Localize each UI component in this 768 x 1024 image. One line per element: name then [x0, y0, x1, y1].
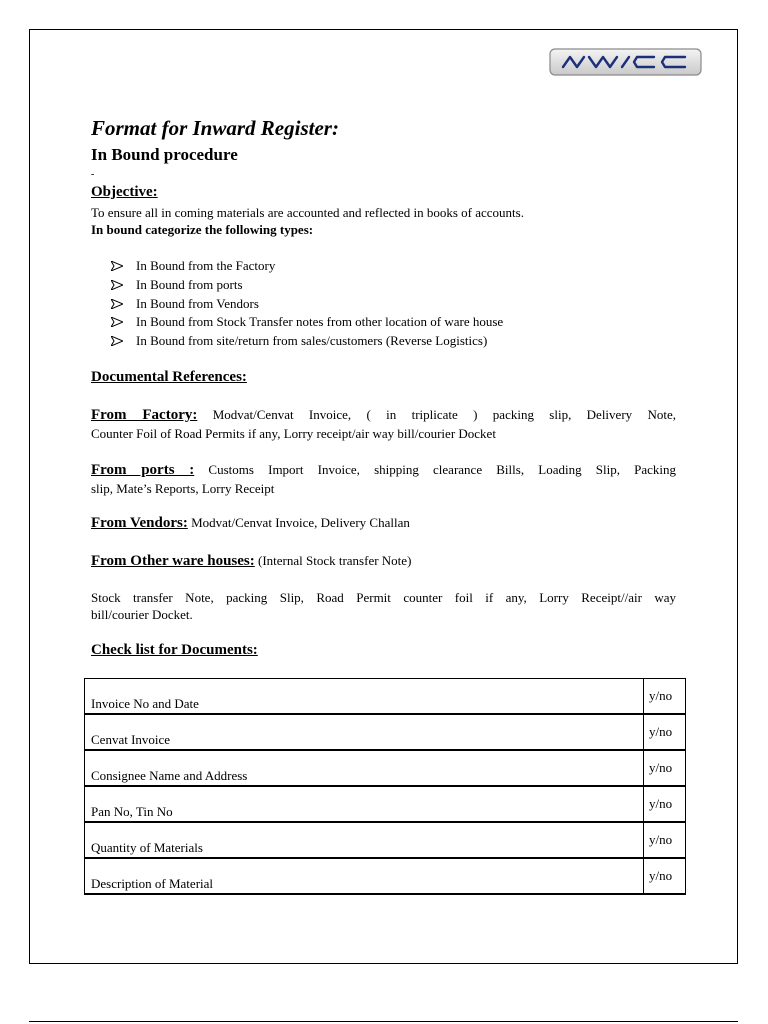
categorize-text: In bound categorize the following types:	[91, 222, 314, 237]
checklist-yes-no: y/no	[644, 750, 686, 786]
arrow-bullet-icon	[111, 299, 123, 309]
list-item	[111, 257, 503, 276]
table-row	[85, 679, 686, 715]
list-item-label: In Bound from the Factory	[136, 258, 276, 274]
from-factory-label: From Factory:	[91, 407, 198, 423]
arrow-bullet-icon	[111, 336, 123, 346]
list-item-label: In Bound from site/return from sales/customers (Reverse Logistics)	[136, 333, 488, 349]
list-item-label: In Bound from Vendors	[136, 295, 259, 311]
separator-dash: -	[91, 169, 95, 180]
arrow-bullet-icon	[111, 317, 123, 327]
checklist-item: Invoice No and Date	[85, 679, 644, 715]
checklist-item: Pan No, Tin No	[85, 786, 644, 822]
documental-references-heading: Documental References:	[91, 369, 247, 385]
checklist-item: Description of Material	[85, 858, 644, 894]
checklist-item: Cenvat Invoice	[85, 714, 644, 750]
from-other-warehouses-line	[91, 553, 411, 570]
from-other-warehouses-label: From Other ware houses:	[91, 553, 255, 569]
list-item	[111, 276, 503, 295]
checklist-heading: Check list for Documents:	[91, 642, 258, 658]
from-factory-line-2: Counter Foil of Road Permits if any, Lorry receipt/air way bill/courier Docket	[91, 426, 496, 441]
from-factory-text: Modvat/Cenvat Invoice, ( in triplicate ) packing slip, Delivery Note,	[212, 407, 677, 422]
checklist-yes-no: y/no	[644, 822, 686, 858]
nwcc-logo	[549, 48, 702, 76]
footer-rule	[29, 1021, 738, 1022]
from-vendors-text: Modvat/Cenvat Invoice, Delivery Challan	[191, 515, 410, 530]
list-item	[111, 313, 503, 332]
list-item	[111, 294, 503, 313]
checklist-yes-no: y/no	[644, 858, 686, 894]
from-vendors-label: From Vendors:	[91, 515, 188, 531]
from-ports-text: Customs Import Invoice, shipping clearance Bills, Loading Slip, Packing	[208, 462, 677, 477]
objective-text: To ensure all in coming materials are accounted and reflected in books of accounts.	[91, 205, 524, 220]
arrow-bullet-icon	[111, 261, 123, 271]
from-other-warehouses-text: (Internal Stock transfer Note)	[257, 553, 412, 568]
from-vendors-line	[91, 515, 410, 532]
stock-transfer-line-1: Stock transfer Note, packing Slip, Road Permit counter foil if any, Lorry Receipt//air way	[91, 590, 676, 605]
checklist-yes-no: y/no	[644, 786, 686, 822]
list-item-label: In Bound from Stock Transfer notes from other location of ware house	[136, 314, 504, 330]
inbound-types-list	[111, 257, 503, 350]
from-ports-line-2: slip, Mate’s Reports, Lorry Receipt	[91, 481, 275, 496]
from-ports-label: From ports :	[91, 462, 195, 478]
stock-transfer-line-2: bill/courier Docket.	[91, 607, 193, 622]
table-row	[85, 786, 686, 822]
table-row	[85, 822, 686, 858]
table-row	[85, 750, 686, 786]
document-checklist-table	[84, 678, 686, 895]
document-subtitle: In Bound procedure	[91, 145, 238, 164]
list-item	[111, 332, 503, 351]
from-ports-line-1	[91, 461, 676, 479]
arrow-bullet-icon	[111, 280, 123, 290]
list-item-label: In Bound from ports	[136, 277, 243, 293]
objective-heading: Objective:	[91, 184, 158, 200]
table-row	[85, 714, 686, 750]
checklist-item: Consignee Name and Address	[85, 750, 644, 786]
checklist-yes-no: y/no	[644, 679, 686, 715]
checklist-item: Quantity of Materials	[85, 822, 644, 858]
from-factory-line-1	[91, 406, 676, 424]
table-row	[85, 858, 686, 894]
checklist-yes-no: y/no	[644, 714, 686, 750]
document-title: Format for Inward Register:	[91, 116, 339, 140]
